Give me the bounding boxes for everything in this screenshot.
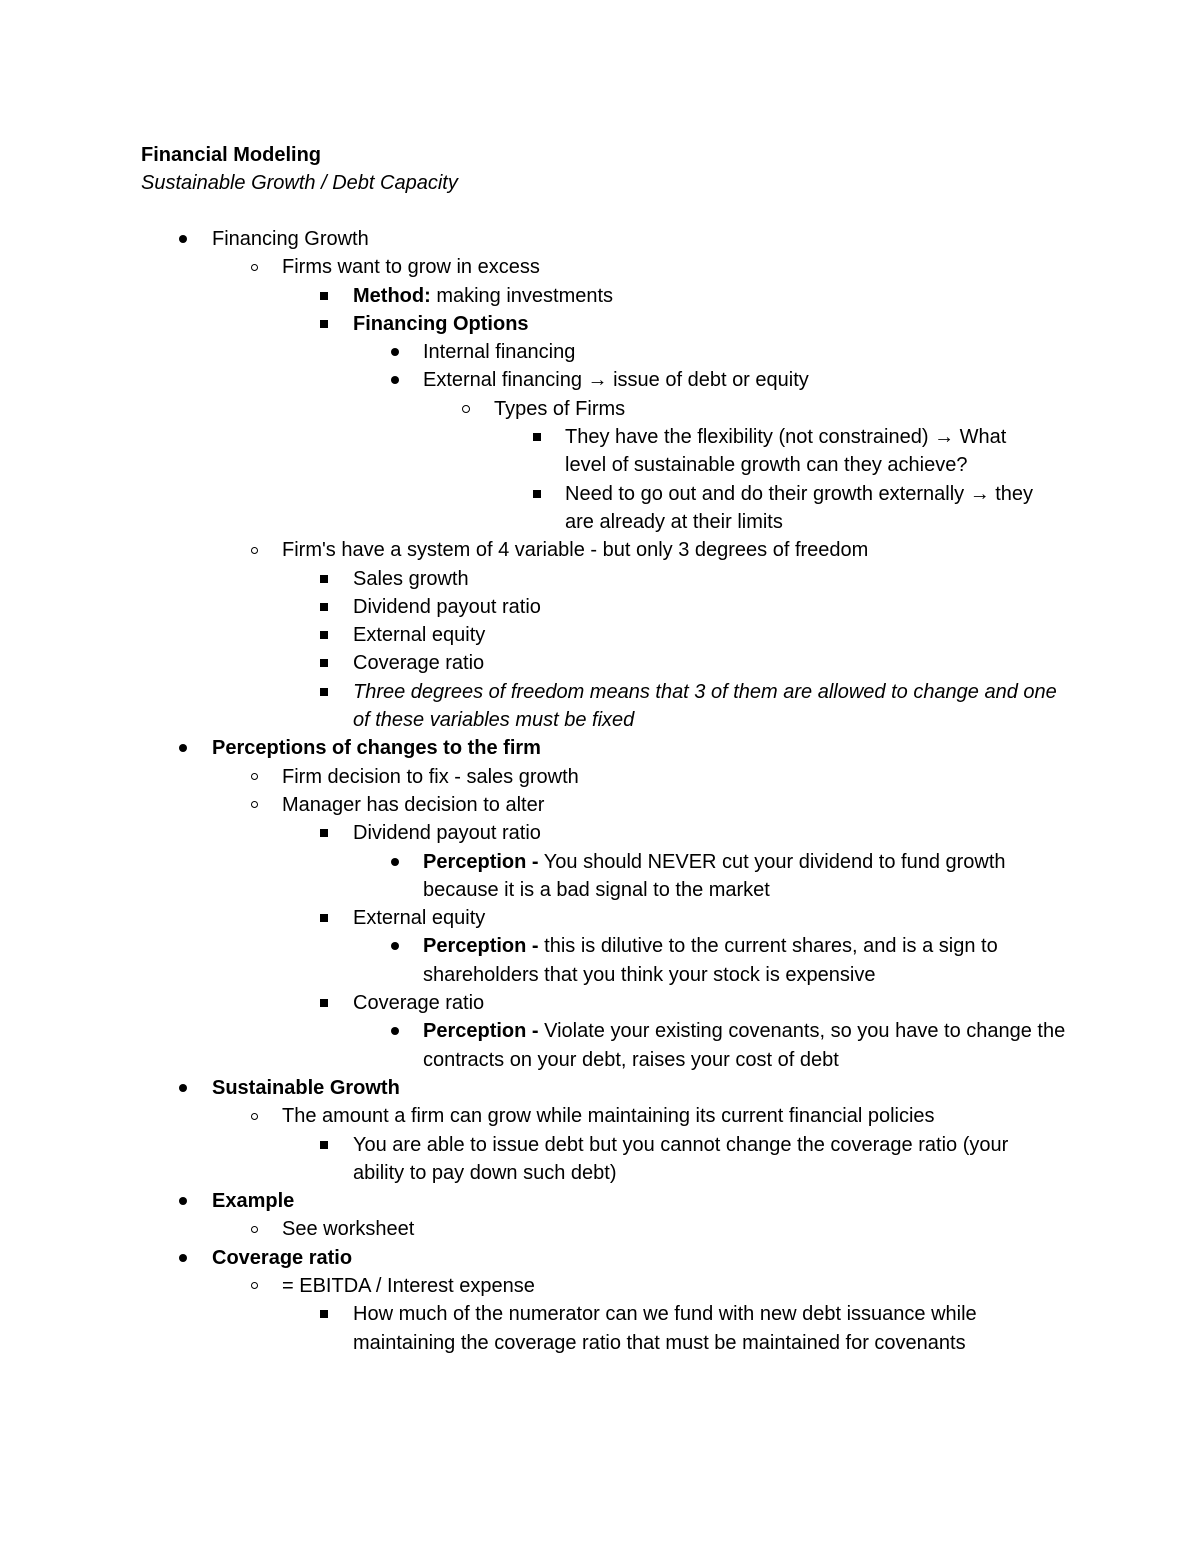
document-subtitle: Sustainable Growth / Debt Capacity xyxy=(141,172,458,194)
list-item: The amount a firm can grow while maintaining its current financial policies xyxy=(0,1102,1200,1130)
bullet-square-icon xyxy=(314,593,334,621)
item-label: Perception - xyxy=(423,850,539,873)
bullet-square-icon xyxy=(314,678,334,706)
bullet-square-icon xyxy=(314,565,334,593)
list-item: Manager has decision to alter xyxy=(0,791,1200,819)
list-item: You are able to issue debt but you cannot change the coverage ratio (your ability to pay down such debt) xyxy=(0,1131,1200,1188)
item-label: Method: xyxy=(353,284,431,307)
bullet-dot-icon xyxy=(385,366,405,394)
list-item: Three degrees of freedom means that 3 of them are allowed to change and one of these variables must be fixed xyxy=(0,678,1200,735)
bullet-square-icon xyxy=(314,1131,334,1159)
bullet-square-icon xyxy=(314,1300,334,1328)
list-item: Sales growth xyxy=(0,565,1200,593)
bullet-circle-icon xyxy=(244,1102,264,1130)
item-label: Perception - xyxy=(423,1020,539,1043)
bullet-circle-icon xyxy=(244,763,264,791)
list-item: Perception - Violate your existing covenants, so you have to change the contracts on your debt, raises your cost of debt xyxy=(0,1017,1200,1074)
bullet-square-icon xyxy=(314,282,334,310)
list-item: Need to go out and do their growth externally → they are already at their limits xyxy=(0,480,1200,537)
list-item: Financing Growth xyxy=(0,225,1200,253)
list-item: Method: making investments xyxy=(0,282,1200,310)
item-label: Perception - xyxy=(423,935,539,958)
list-item: How much of the numerator can we fund with new debt issuance while maintaining the coverage ratio that must be maintained for covenants xyxy=(0,1300,1200,1357)
list-item: = EBITDA / Interest expense xyxy=(0,1272,1200,1300)
bullet-square-icon xyxy=(314,819,334,847)
bullet-square-icon xyxy=(314,989,334,1017)
document-title: Financial Modeling xyxy=(141,144,322,166)
list-item: Sustainable Growth xyxy=(0,1074,1200,1102)
list-item: External equity xyxy=(0,621,1200,649)
list-item: Example xyxy=(0,1187,1200,1215)
list-item: They have the flexibility (not constrained) → What level of sustainable growth can they achieve? xyxy=(0,423,1200,480)
list-item: Perception - this is dilutive to the current shares, and is a sign to shareholders that you think your stock is expensive xyxy=(0,932,1200,989)
list-item: Firms want to grow in excess xyxy=(0,253,1200,281)
bullet-dot-icon xyxy=(385,338,405,366)
list-item: External financing → issue of debt or equity xyxy=(0,366,1200,394)
bullet-dot-icon xyxy=(385,932,405,960)
bullet-square-icon xyxy=(314,649,334,677)
bullet-dot-icon xyxy=(173,1074,193,1102)
bullet-square-icon xyxy=(314,621,334,649)
bullet-dot-icon xyxy=(173,225,193,253)
list-item: Perception - You should NEVER cut your dividend to fund growth because it is a bad signal to the market xyxy=(0,848,1200,905)
bullet-dot-icon xyxy=(385,848,405,876)
list-item: Perceptions of changes to the firm xyxy=(0,734,1200,762)
bullet-circle-icon xyxy=(244,1215,264,1243)
list-item: Types of Firms xyxy=(0,395,1200,423)
bullet-dot-icon xyxy=(173,734,193,762)
list-item: Coverage ratio xyxy=(0,649,1200,677)
list-item: Coverage ratio xyxy=(0,989,1200,1017)
list-item: Firm decision to fix - sales growth xyxy=(0,763,1200,791)
bullet-dot-icon xyxy=(385,1017,405,1045)
list-item: Internal financing xyxy=(0,338,1200,366)
bullet-square-icon xyxy=(314,310,334,338)
bullet-circle-icon xyxy=(456,395,476,423)
list-item: Financing Options xyxy=(0,310,1200,338)
list-item: Dividend payout ratio xyxy=(0,819,1200,847)
list-item: External equity xyxy=(0,904,1200,932)
notes-outline xyxy=(0,225,1200,1357)
bullet-circle-icon xyxy=(244,536,264,564)
bullet-dot-icon xyxy=(173,1244,193,1272)
bullet-square-icon xyxy=(314,904,334,932)
bullet-dot-icon xyxy=(173,1187,193,1215)
list-item: Dividend payout ratio xyxy=(0,593,1200,621)
list-item: See worksheet xyxy=(0,1215,1200,1243)
list-item: Coverage ratio xyxy=(0,1244,1200,1272)
bullet-circle-icon xyxy=(244,791,264,819)
bullet-square-icon xyxy=(527,480,547,508)
bullet-circle-icon xyxy=(244,1272,264,1300)
bullet-circle-icon xyxy=(244,253,264,281)
list-item: Firm's have a system of 4 variable - but only 3 degrees of freedom xyxy=(0,536,1200,564)
bullet-square-icon xyxy=(527,423,547,451)
